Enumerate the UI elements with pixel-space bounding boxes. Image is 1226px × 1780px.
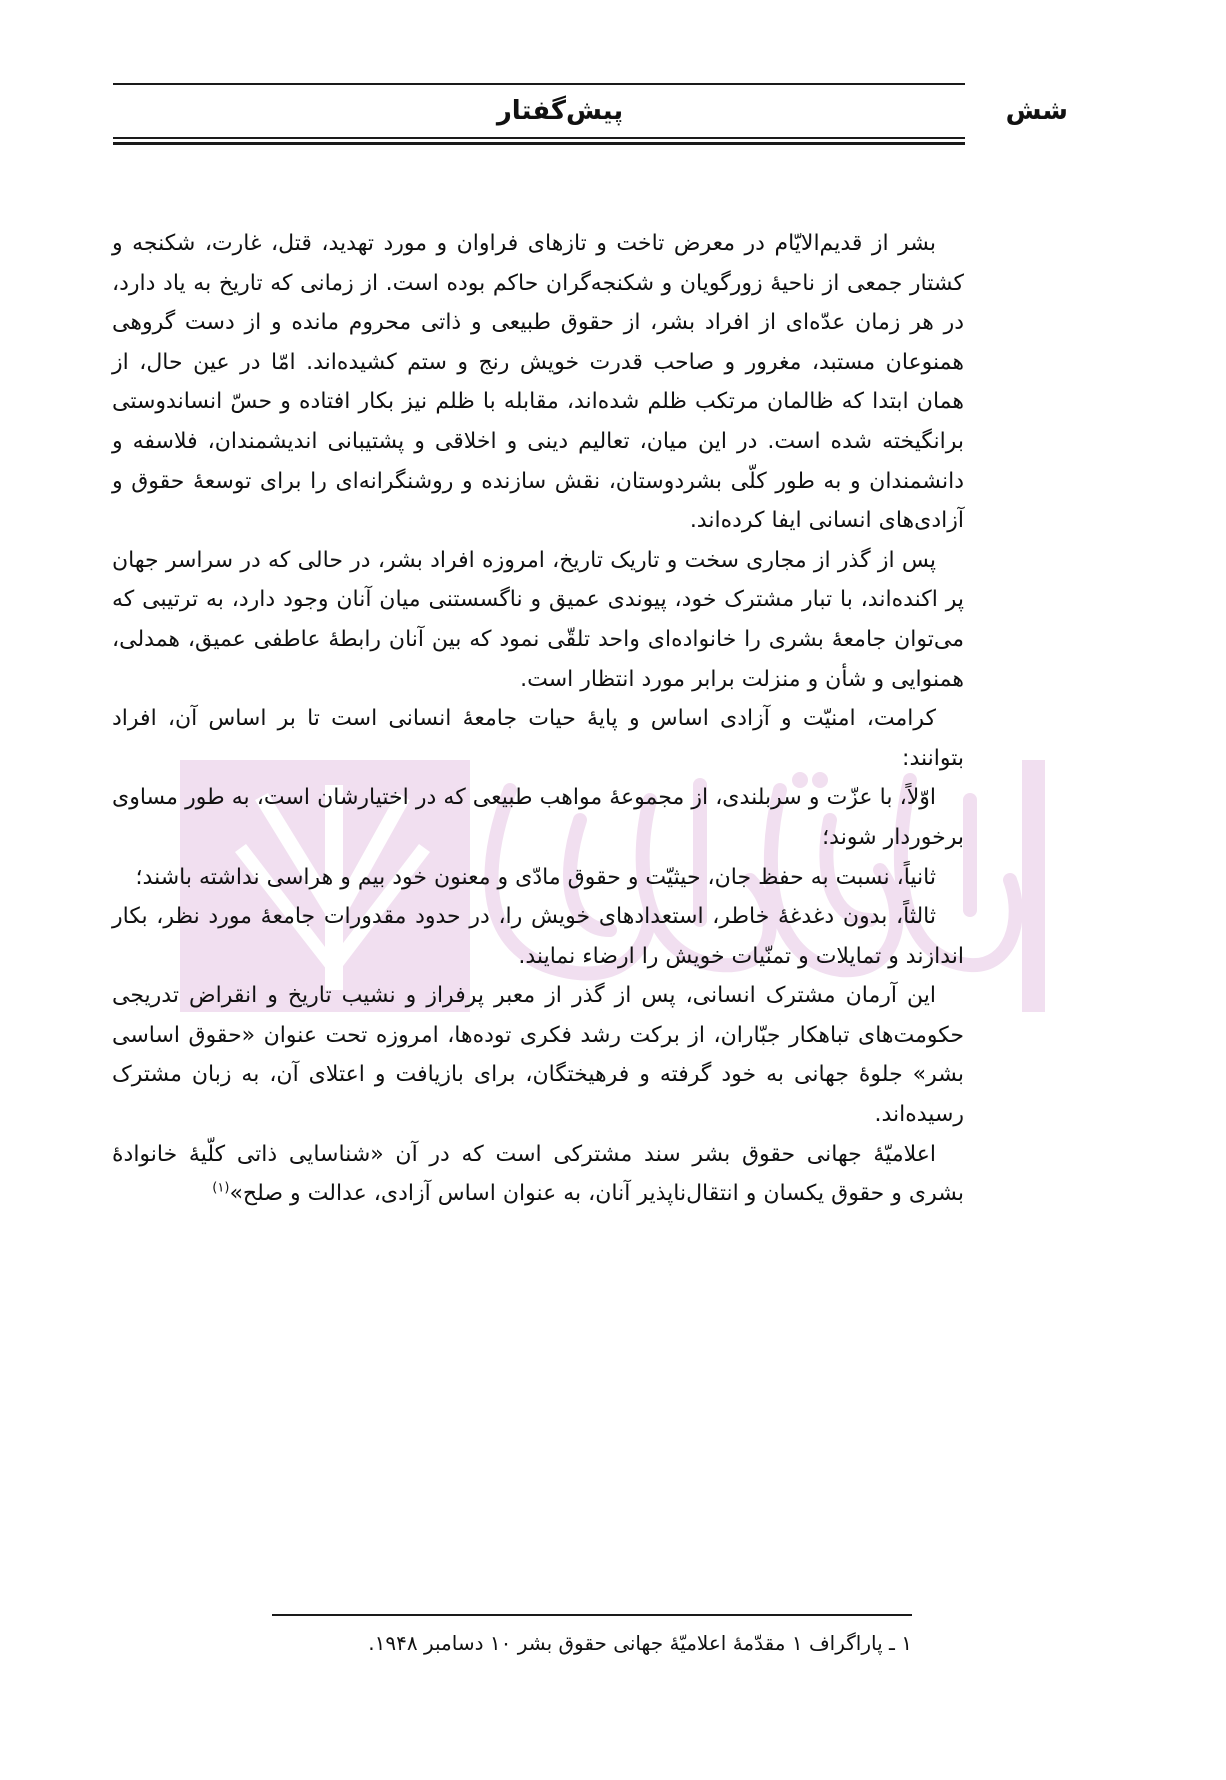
list-item-third: ثالثاً، بدون دغدغهٔ خاطر، استعدادهای خویش را، در حدود مقدورات جامعهٔ مورد نظر، بکار اندازند و تمایلات و تمنّیات خویش را ارضاء نمایند. [112,904,964,969]
paragraph-2: پس از گذر از مجاری سخت و تاریک تاریخ، امروزه افراد بشر، در حالی که در سراسر جهان پر اکنده‌اند، با تبار مشترک خود، پیوندی عمیق و ناگسستنی میان آنان وجود دارد، به ترتیبی که می‌توان جامعهٔ بشری را خانواده‌ای واحد تلقّی نمود که بین آنان رابطهٔ عاطفی عمیق، همدلی، همنوایی و شأن و منزلت برابر مورد انتظار است. [112,547,964,692]
paragraph-4: این آرمان مشترک انسانی، پس از گذر از معبر پرفراز و نشیب تاریخ و انقراض تدریجی حکومت‌های تباهکار جبّاران، از برکت رشد فکری توده‌ها، امروزه تحت عنوان «حقوق اساسی بشر» جلوهٔ جهانی به خود گرفته و فرهیختگان، برای بازیافت و اعتلای آن، به زبان مشترک رسیده‌اند. [112,983,964,1128]
footnote-separator [272,1614,912,1616]
paragraph-5-text: اعلامیّهٔ جهانی حقوق بشر سند مشترکی است که در آن «شناسایی ذاتی کلّیهٔ خانوادهٔ بشری و حقوق یکسان و انتقال‌ناپذیر آنان، به عنوان اساس آزادی، عدالت و صلح» [112,1141,964,1207]
header-top-rule [113,83,965,85]
running-title: پیش‌گفتار [496,96,624,126]
footnote: ۱ ـ پاراگراف ۱ مقدّمهٔ اعلامیّهٔ جهانی حقوق بشر ۱۰ دسامبر ۱۹۴۸. [368,1631,912,1655]
body-text [112,224,964,1214]
paragraph-5 [112,1135,964,1214]
header-bottom-rule [113,137,965,139]
list-item-first: اوّلاً، با عزّت و سربلندی، از مجموعهٔ مواهب طبیعی که در اختیارشان است، به طور مساوی برخوردار شوند؛ [112,785,964,850]
list-item-second: ثانیاً، نسبت به حفظ جان، حیثیّت و حقوق مادّی و معنون خود بیم و هراسی نداشته باشند؛ [135,864,936,890]
page-number: شش [1005,96,1068,126]
header-bottom-rule-thick [113,142,965,145]
paragraph-1: بشر از قدیم‌الایّام در معرض تاخت و تازهای فراوان و مورد تهدید، قتل، غارت، شکنجه و کشتار جمعی از ناحیهٔ زورگویان و شکنجه‌گران حاکم بوده است. از زمانی که تاریخ به یاد دارد، در هر زمان عدّه‌ای از افراد بشر، از حقوق طبیعی و ذاتی محروم مانده و از دست گروهی همنوعان مستبد، مغرور و صاحب قدرت خویش رنج و ستم کشیده‌اند. امّا در عین حال، از همان ابتدا که ظالمان مرتکب ظلم شده‌اند، مقابله با ظلم نیز بکار افتاده و حسّ انساندوستی برانگیخته شده است. در این میان، تعالیم دینی و اخلاقی و پشتیبانی اندیشمندان، فلاسفه و دانشمندان و به طور کلّی بشردوستان، نقش سازنده و روشنگرانه‌ای را برای توسعهٔ حقوق و آزادی‌های انسانی ایفا کرده‌اند. [112,231,964,534]
paragraph-3: کرامت، امنیّت و آزادی اساس و پایهٔ حیات جامعهٔ انسانی است تا بر اساس آن، افراد بتوانند: [112,706,964,771]
footnote-reference[interactable]: (۱) [212,1180,230,1196]
